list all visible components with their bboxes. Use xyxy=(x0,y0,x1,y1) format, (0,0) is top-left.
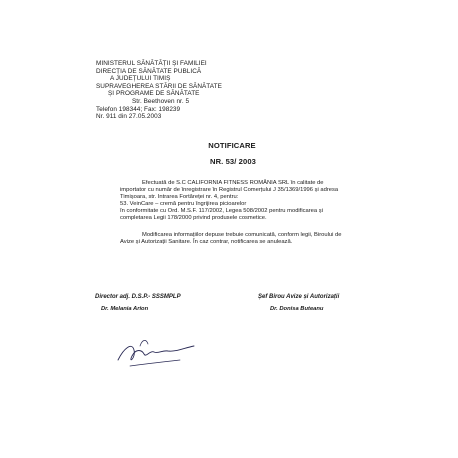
body-line: Avize și Autorizații Sanitare. În caz contrar, notificarea se anulează. xyxy=(120,238,293,245)
signature-block-left xyxy=(95,294,181,312)
body-line: în conformitate cu Ord. M.S.F. 117/2002, Legea 508/2002 pentru modificarea și xyxy=(120,208,323,215)
header-line: A JUDEȚULUI TIMIȘ xyxy=(110,75,171,83)
body-line: 53. VeinCare – cremă pentru îngrijirea picioarelor xyxy=(120,201,247,208)
header-line: ȘI PROGRAME DE SĂNĂTATE xyxy=(108,90,200,98)
signatory-name: Dr. Melania Arion xyxy=(101,306,149,312)
signatory-role: Șef Birou Avize și Autorizații xyxy=(258,294,340,300)
body-line: Timișoara, str. Intrarea Fortăreței nr. 4, pentru: xyxy=(120,194,239,201)
signatory-name: Dr. Donisa Buteanu xyxy=(270,306,324,312)
signature-block-right xyxy=(258,294,339,312)
header-line: Str. Beethoven nr. 5 xyxy=(132,97,190,105)
body-line: Modificarea informațiilor depuse trebuie comunicată, conform legii, Biroului de xyxy=(142,231,342,238)
handwritten-signature xyxy=(110,320,200,380)
header-line: Nr. 911 din 27.05.2003 xyxy=(96,113,162,121)
header-line: MINISTERUL SĂNĂTĂȚII ȘI FAMILIEI xyxy=(96,60,207,67)
header-line: SUPRAVEGHEREA STĂRII DE SĂNĂTATE xyxy=(96,82,222,90)
body-line: completarea Legii 178/2000 privind produsele cosmetice. xyxy=(120,215,267,222)
header-line: Telefon 198344; Fax: 198239 xyxy=(96,105,181,113)
document-body xyxy=(120,180,380,246)
document-number: NR. 53/ 2003 xyxy=(210,157,256,166)
header-line: DIRECȚIA DE SĂNĂTATE PUBLICĂ xyxy=(96,67,202,75)
body-line: Efectuată de S.C CALIFORNIA FITNESS ROMÂNIA SRL în calitate de xyxy=(142,180,324,186)
body-line: importator cu număr de înregistrare în Registrul Comerțului J 35/1369/1996 și adresa xyxy=(120,187,339,194)
letterhead xyxy=(96,60,326,121)
signatory-role: Director adj. D.S.P.- SSSMPLP xyxy=(95,294,181,300)
document-title: NOTIFICARE xyxy=(208,141,256,150)
